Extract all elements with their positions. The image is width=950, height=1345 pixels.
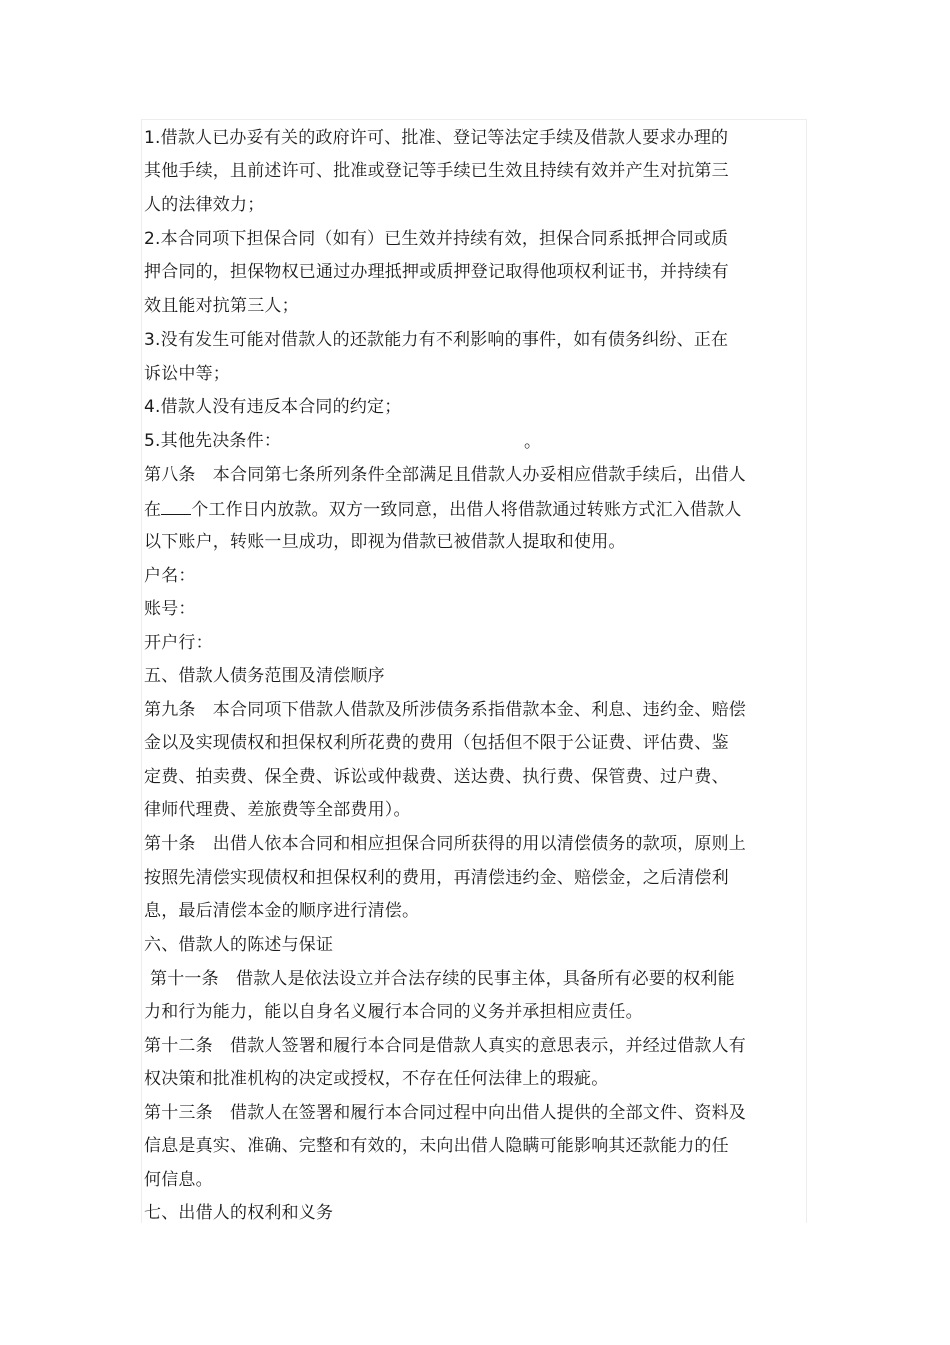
condition-3-line-1: 3.没有发生可能对借款人的还款能力有不利影响的事件，如有债务纠纷、正在 (144, 330, 729, 350)
article-10-line-1: 第十条 出借人依本合同和相应担保合同所获得的用以清偿债务的款项，原则上 (144, 834, 746, 854)
article-8-suffix: 个工作日内放款。双方一致同意，出借人将借款通过转账方式汇入借款人 (191, 500, 742, 520)
condition-5-period: 。 (524, 432, 541, 452)
condition-4-line: 4.借款人没有违反本合同的约定； (144, 397, 402, 417)
article-9-line-1: 第九条 本合同项下借款人借款及所涉债务系指借款本金、利息、违约金、赔偿 (144, 700, 746, 720)
condition-1-line-3: 人的法律效力； (144, 195, 265, 215)
article-13-line-3: 何信息。 (144, 1170, 213, 1190)
condition-2-line-2: 押合同的，担保物权已通过办理抵押或质押登记取得他项权利证书，并持续有 (144, 262, 729, 282)
condition-5-line: 5.其他先决条件： (144, 431, 282, 451)
article-13-line-2: 信息是真实、准确、完整和有效的，未向出借人隐瞒可能影响其还款能力的任 (144, 1136, 729, 1156)
bank-label: 开户行： (144, 633, 213, 653)
article-10-line-3: 息，最后清偿本金的顺序进行清偿。 (144, 901, 420, 921)
blank-days-underline (161, 498, 191, 515)
section-5-heading: 五、借款人债务范围及清偿顺序 (144, 666, 385, 686)
condition-1-line-2: 其他手续，且前述许可、批准或登记等手续已生效且持续有效并产生对抗第三 (144, 161, 729, 181)
condition-3-line-2: 诉讼中等； (144, 364, 230, 384)
article-9-line-3: 定费、拍卖费、保全费、诉讼或仲裁费、送达费、执行费、保管费、过户费、 (144, 767, 729, 787)
article-8-line-3: 以下账户，转账一旦成功，即视为借款已被借款人提取和使用。 (144, 532, 626, 552)
article-13-line-1: 第十三条 借款人在签署和履行本合同过程中向出借人提供的全部文件、资料及 (144, 1103, 746, 1123)
article-9-line-2: 金以及实现债权和担保权利所花费的费用（包括但不限于公证费、评估费、鉴 (144, 733, 729, 753)
account-name-label: 户名： (144, 566, 196, 586)
article-11-line-1: 第十一条 借款人是依法设立并合法存续的民事主体，具备所有必要的权利能 (150, 969, 735, 989)
article-12-line-2: 权决策和批准机构的决定或授权，不存在任何法律上的瑕疵。 (144, 1069, 609, 1089)
condition-1-line-1: 1.借款人已办妥有关的政府许可、批准、登记等法定手续及借款人要求办理的 (144, 128, 729, 148)
condition-2-line-3: 效且能对抗第三人； (144, 296, 299, 316)
article-8-line-1: 第八条 本合同第七条所列条件全部满足且借款人办妥相应借款手续后，出借人 (144, 465, 746, 485)
article-8-line-2 (144, 498, 742, 520)
section-6-heading: 六、借款人的陈述与保证 (144, 935, 334, 955)
article-11-line-2: 力和行为能力，能以自身名义履行本合同的义务并承担相应责任。 (144, 1002, 643, 1022)
condition-2-line-1: 2.本合同项下担保合同（如有）已生效并持续有效，担保合同系抵押合同或质 (144, 229, 729, 249)
article-8-prefix: 在 (144, 500, 162, 520)
article-9-line-4: 律师代理费、差旅费等全部费用）。 (144, 800, 411, 820)
article-10-line-2: 按照先清偿实现债权和担保权利的费用，再清偿违约金、赔偿金，之后清偿利 (144, 868, 729, 888)
section-7-heading: 七、出借人的权利和义务 (144, 1203, 334, 1223)
account-number-label: 账号： (144, 599, 196, 619)
article-12-line-1: 第十二条 借款人签署和履行本合同是借款人真实的意思表示，并经过借款人有 (144, 1036, 746, 1056)
